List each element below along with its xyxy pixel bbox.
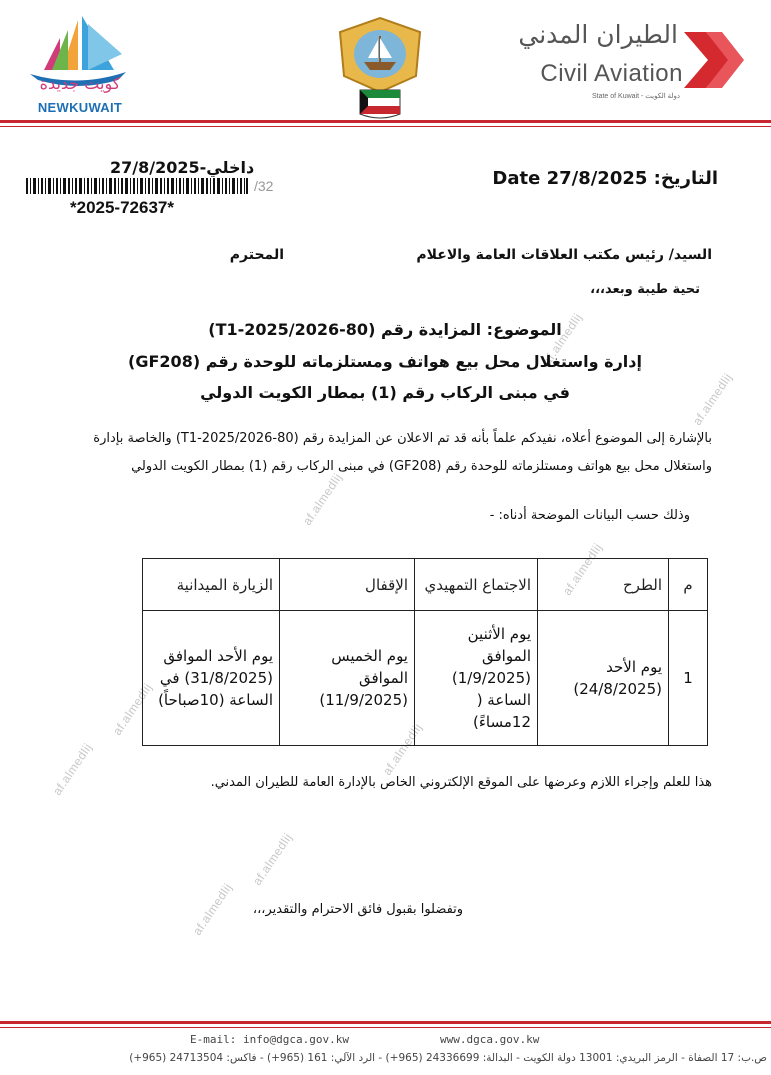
civil-aviation-latin: Civil Aviation (540, 60, 683, 87)
subject-line-3: في مبنى الركاب رقم (1) بمطار الكويت الدولي (200, 383, 570, 402)
watermark: af.almedlij (380, 720, 425, 778)
watermark: af.almedlij (190, 880, 235, 938)
footer-rule (0, 1021, 771, 1024)
table-header-cell: الاجتماع التمهيدي (415, 559, 538, 611)
watermark: af.almedlij (300, 470, 345, 528)
watermark: af.almedlij (110, 680, 155, 738)
footer-address: ص.ب: 17 الصفاة - الرمز البريدي: 13001 دولة الكويت - البدالة: 24336699 (965+) - الرد الآلي: 161 (965+) - فاكس: 24713504 (965+) (129, 1052, 767, 1064)
new-kuwait-arabic-text: كويت جديدة (39, 74, 121, 93)
header-rule-thin (0, 126, 771, 127)
table-cell: يوم الأحد الموافق (31/8/2025) في الساعة (10صباحاً) (143, 611, 280, 746)
incoming-stamp: داخلي-27/8/2025 (110, 158, 255, 177)
honorific: المحترم (229, 247, 284, 263)
closing-note: هذا للعلم وإجراء اللازم وعرضها على الموقع الإلكتروني الخاص بالإدارة العامة للطيران المدني. (210, 775, 712, 790)
footer-website: www.dgca.gov.kw (440, 1033, 540, 1046)
footer-email: E-mail: info@dgca.gov.kw (190, 1033, 349, 1046)
letter-date: التاريخ: Date 27/8/2025 (492, 168, 718, 189)
table-cell: يوم الأثنين الموافق (1/9/2025) الساعة ( 12مساءً) (415, 611, 538, 746)
new-kuwait-latin-text: NEWKUWAIT (37, 100, 123, 115)
header-rule (0, 120, 771, 123)
schedule-table (142, 558, 708, 746)
kuwait-emblem (330, 14, 430, 122)
reference-slash: /32 (254, 178, 274, 194)
table-header-cell: الطرح (538, 559, 669, 611)
subject-line-1: الموضوع: المزايدة رقم (80-T1-2025/2026) (208, 320, 562, 339)
watermark: af.almedlij (250, 830, 295, 888)
body-paragraph: بالإشارة إلى الموضوع أعلاه، نفيدكم علماً بأنه قد تم الاعلان عن المزايدة رقم (80-T1-2025/2026) والخاصة بإدارة واستغلال محل بيع هواتف ومستلزماته للوحدة رقم (GF208) في مبنى الركاب رقم (1) بمطار الكويت الدولي (93, 431, 712, 474)
table-header-cell: الزيارة الميدانية (143, 559, 280, 611)
addressee: السيد/ رئيس مكتب العلاقات العامة والاعلام (416, 247, 712, 263)
civil-aviation-chevron-logo (684, 28, 744, 92)
closing-salutation: وتفضلوا بقبول فائق الاحترام والتقدير،،، (252, 902, 464, 917)
civil-aviation-arabic: الطيران المدني (518, 20, 678, 49)
state-of-kuwait-line: State of Kuwait - دولة الكويت (591, 93, 680, 100)
watermark: af.almedlij (50, 740, 95, 798)
body-paragraph-tail: وذلك حسب البيانات الموضحة أدناه: - (489, 508, 690, 523)
subject-line-2: إدارة واستغلال محل بيع هواتف ومستلزماته للوحدة رقم (GF208) (128, 352, 642, 371)
footer-rule-thin (0, 1027, 771, 1028)
table-cell: يوم الأحد (24/8/2025) (538, 611, 669, 746)
table-header-cell: م (669, 559, 708, 611)
watermark: af.almedlij (560, 540, 605, 598)
table-row (143, 611, 708, 746)
watermark: af.almedlij (690, 370, 735, 428)
greeting: تحية طيبة وبعد،،، (590, 282, 700, 297)
barcode (26, 178, 248, 194)
watermark: af.almedlij (540, 310, 585, 368)
reference-number: *2025-72637* (70, 198, 174, 217)
table-header-cell: الإقفال (280, 559, 415, 611)
table-header-row (143, 559, 708, 611)
table-cell: يوم الخميس الموافق (11/9/2025) (280, 611, 415, 746)
table-cell: 1 (669, 611, 708, 746)
